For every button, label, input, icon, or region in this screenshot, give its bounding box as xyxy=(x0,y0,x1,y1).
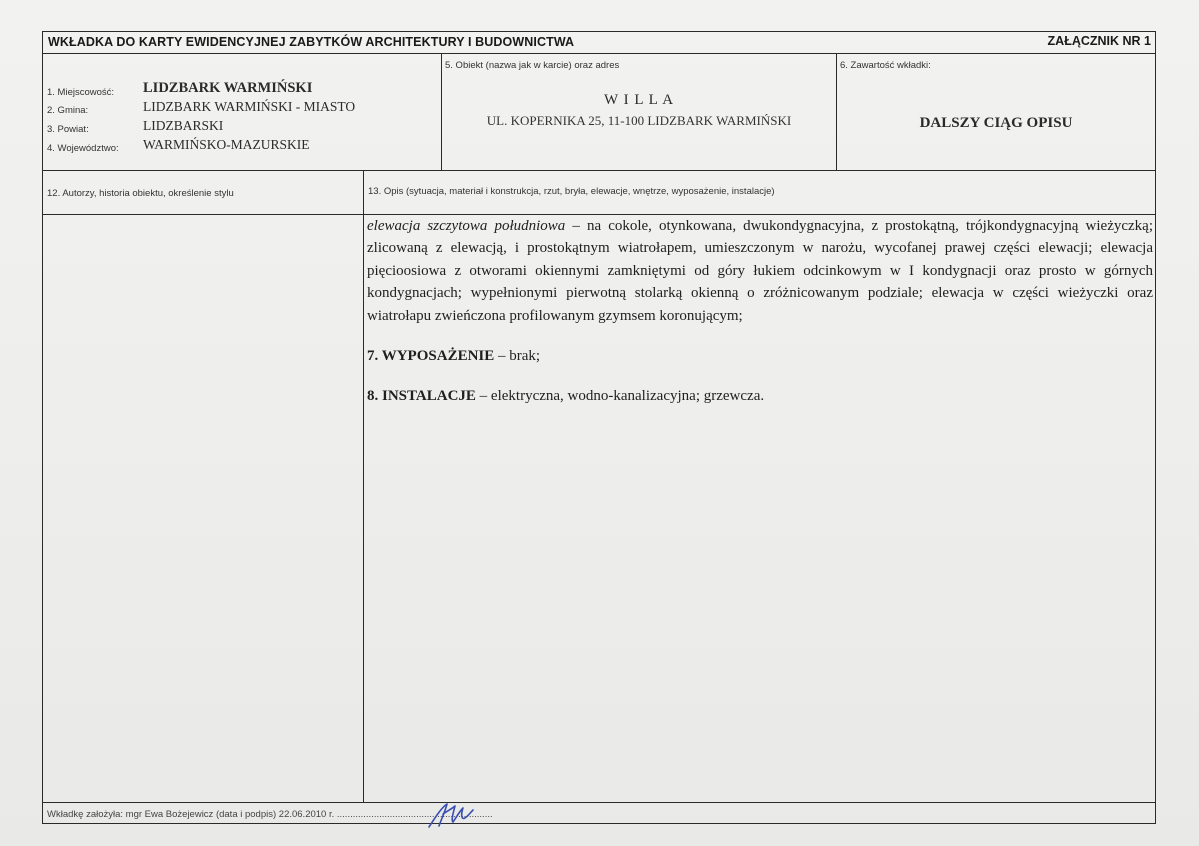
contents-value: DALSZY CIĄG OPISU xyxy=(919,115,1073,131)
authors-label: 12. Autorzy, historia obiektu, określenie stylu xyxy=(47,188,234,199)
footer-text: Wkładkę założyła: mgr Ewa Bożejewicz (data i podpis) 22.06.2010 r. ........................................................... xyxy=(47,809,493,820)
field-value-town: LIDZBARK WARMIŃSKI xyxy=(143,80,313,96)
elevation-paragraph xyxy=(367,215,1153,327)
authors-content-box xyxy=(42,214,364,803)
installations-paragraph xyxy=(367,385,1153,407)
equipment-paragraph xyxy=(367,345,1153,367)
signature-icon xyxy=(425,800,475,830)
description-text xyxy=(367,215,1153,408)
contents-label: 6. Zawartość wkładki: xyxy=(840,60,931,71)
installations-heading: 8. INSTALACJE xyxy=(367,388,476,405)
document-title: WKŁADKA DO KARTY EWIDENCYJNEJ ZABYTKÓW ARCHITEKTURY I BUDOWNICTWA xyxy=(48,35,575,49)
field-label-commune: 2. Gmina: xyxy=(47,105,89,116)
field-value-voivodeship: WARMIŃSKO-MAZURSKIE xyxy=(143,137,310,152)
description-label: 13. Opis (sytuacja, materiał i konstrukcja, rzut, bryła, elewacje, wnętrze, wyposażenie, instalacje) xyxy=(368,186,775,197)
field-label-voivodeship: 4. Województwo: xyxy=(47,143,119,154)
elevation-title: elewacja szczytowa południowa xyxy=(367,218,566,234)
field-label-town: 1. Miejscowość: xyxy=(47,87,115,98)
field-label-county: 3. Powiat: xyxy=(47,124,89,135)
equipment-text: – brak; xyxy=(494,348,541,365)
attachment-label: ZAŁĄCZNIK NR 1 xyxy=(1047,34,1151,48)
object-name: W I L L A xyxy=(603,92,675,108)
elevation-body: – na cokole, otynkowana, dwukondygnacyjna, z prostokątną, trójkondygnacyjną wieżyczką; zlicowaną z elewacją, i prostokątnym wiatrołapem, umieszczonym w narożu, wycofanej prawej części elewacji; elewacja pięcioosiowa z otworami okiennymi zamkniętymi od góry łukiem odcinkowym w I kondygnacji oraz prosto w górnych kondygnacjach; wypełnionymi pierwotną stolarką okienną o zróżnicowanym podziale; elewacja w części wieżyczki oraz wiatrołapu zwieńczona profilowanym gzymsem koronującym; xyxy=(367,218,1153,324)
equipment-heading: 7. WYPOSAŻENIE xyxy=(367,348,495,365)
object-address: UL. KOPERNIKA 25, 11-100 LIDZBARK WARMIŃSKI xyxy=(486,113,792,128)
installations-text: – elektryczna, wodno-kanalizacyjna; grzewcza. xyxy=(475,388,765,405)
field-value-commune: LIDZBARK WARMIŃSKI - MIASTO xyxy=(143,99,356,114)
field-value-county: LIDZBARSKI xyxy=(143,118,224,133)
object-label: 5. Obiekt (nazwa jak w karcie) oraz adres xyxy=(445,60,620,71)
